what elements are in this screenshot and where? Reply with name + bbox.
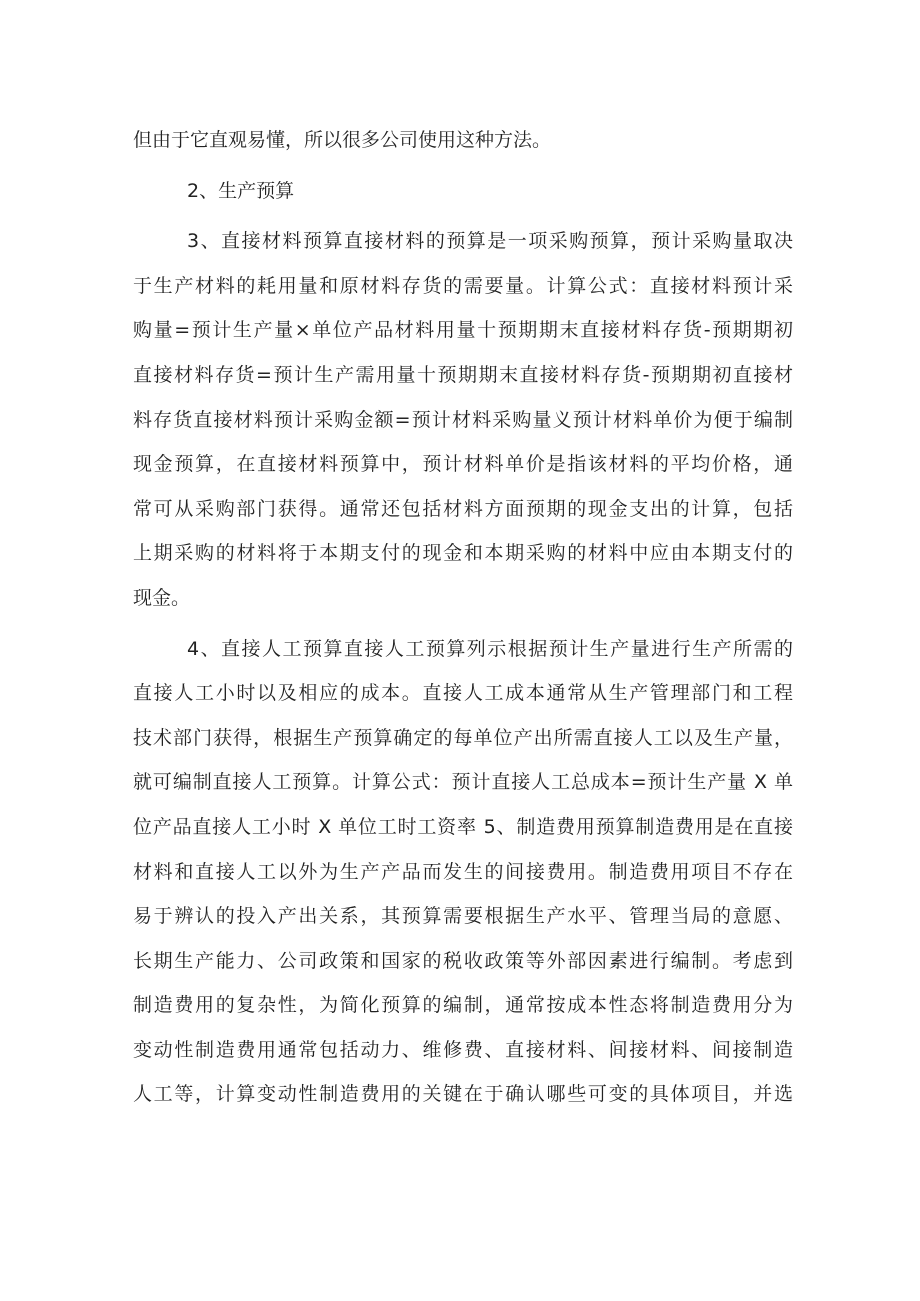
paragraph-line: 人工等，计算变动性制造费用的关键在于确认哪些可变的具体项目，并选	[133, 1083, 793, 1106]
paragraph-line: 易于辨认的投入产出关系，其预算需要根据生产水平、管理当局的意愿、	[133, 905, 793, 928]
paragraph-line: 4、直接人工预算直接人工预算列示根据预计生产量进行生产所需的	[187, 637, 793, 660]
paragraph-line: 但由于它直观易懂，所以很多公司使用这种方法。	[133, 129, 552, 151]
document-body	[133, 118, 793, 1117]
paragraph-line: 现金预算，在直接材料预算中，预计材料单价是指该材料的平均价格，通	[133, 453, 793, 476]
paragraph-line: 料存货直接材料预计采购金额=预计材料采购量义预计材料单价为便于编制	[133, 408, 793, 431]
paragraph-line: 3、直接材料预算直接材料的预算是一项采购预算，预计采购量取决	[187, 230, 793, 253]
paragraph-line: 常可从采购部门获得。通常还包括材料方面预期的现金支出的计算，包括	[133, 497, 793, 520]
paragraph-line: 直接材料存货=预计生产需用量十预期期末直接材料存货-预期期初直接材	[133, 363, 793, 386]
section-heading-production-budget: 2、生产预算	[187, 179, 295, 202]
paragraph-line: 变动性制造费用通常包括动力、维修费、直接材料、间接材料、间接制造	[133, 1038, 793, 1061]
paragraph-line: 购量=预计生产量×单位产品材料用量十预期期末直接材料存货-预期期初	[133, 319, 793, 342]
paragraph-line: 位产品直接人工小时 X 单位工时工资率 5、制造费用预算制造费用是在直接	[133, 815, 793, 838]
paragraph-line: 就可编制直接人工预算。计算公式：预计直接人工总成本=预计生产量 X 单	[133, 771, 793, 794]
paragraph-line: 现金。	[133, 586, 191, 609]
paragraph-line: 于生产材料的耗用量和原材料存货的需要量。计算公式：直接材料预计采	[133, 274, 793, 297]
paragraph-line: 技术部门获得，根据生产预算确定的每单位产出所需直接人工以及生产量，	[133, 726, 793, 749]
paragraph-line: 直接人工小时以及相应的成本。直接人工成本通常从生产管理部门和工程	[133, 682, 793, 705]
paragraph-line: 上期采购的材料将于本期支付的现金和本期采购的材料中应由本期支付的	[133, 542, 793, 565]
paragraph-line: 长期生产能力、公司政策和国家的税收政策等外部因素进行编制。考虑到	[133, 949, 793, 972]
paragraph-line: 材料和直接人工以外为生产产品而发生的间接费用。制造费用项目不存在	[133, 860, 793, 883]
paragraph-line: 制造费用的复杂性，为简化预算的编制，通常按成本性态将制造费用分为	[133, 994, 793, 1017]
